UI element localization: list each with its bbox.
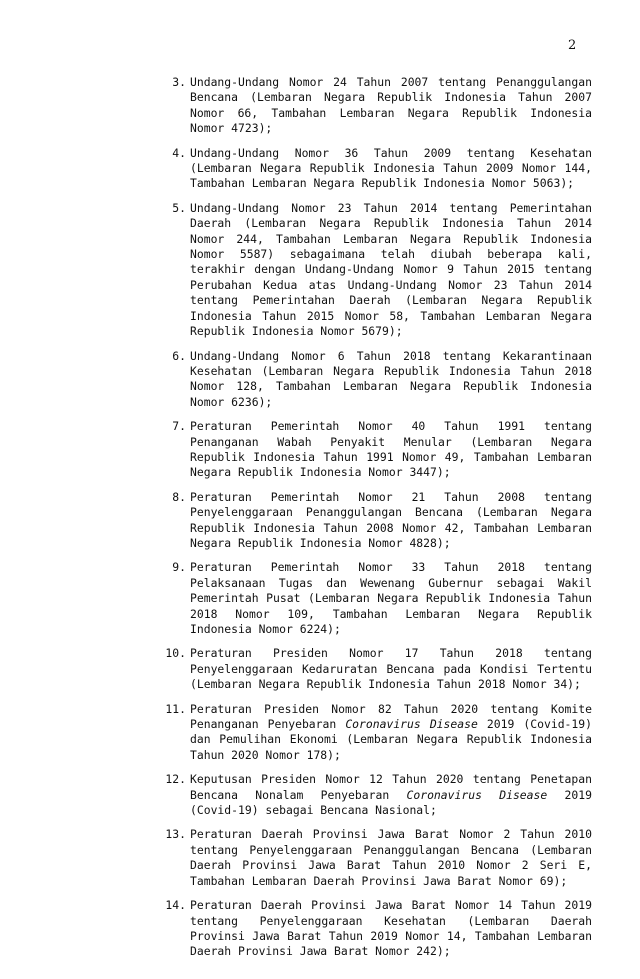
list-item — [162, 560, 592, 637]
item-text: Undang-Undang Nomor 23 Tahun 2014 tentang Pemerintahan Daerah (Lembaran Negara Republik Indonesia Tahun 2014 Nomor 244, Tambahan Lembaran Negara Republik Indonesia Nomor 5587) sebagaimana telah diubah beberapa kali, terakhir dengan Undang-Undang Nomor 9 Tahun 2015 tentang Perubahan Kedua atas Undang-Undang Nomor 23 Tahun 2014 tentang Pemerintahan Daerah (Lembaran Negara Republik Indonesia Tahun 2015 Nomor 58, Tambahan Lembaran Negara Republik Indonesia Nomor 5679); — [190, 200, 592, 339]
list-item — [162, 772, 592, 818]
item-text-pre: Keputusan Presiden Nomor 12 Tahun 2020 tentang Penetapan Bencana Nonalam Penyebaran — [190, 772, 592, 802]
item-number: 5. — [172, 200, 186, 215]
item-text: Undang-Undang Nomor 24 Tahun 2007 tentang Penanggulangan Bencana (Lembaran Negara Republik Indonesia Tahun 2007 Nomor 66, Tambahan Lembaran Negara Republik Indonesia Nomor 4723); — [190, 75, 592, 136]
list-item — [162, 827, 592, 889]
list-item — [162, 419, 592, 481]
item-number: 7. — [172, 419, 186, 434]
list-item — [162, 898, 592, 960]
item-text: Undang-Undang Nomor 6 Tahun 2018 tentang Kekarantinaan Kesehatan (Lembaran Negara Republik Indonesia Tahun 2018 Nomor 128, Tambahan Lembaran Negara Republik Indonesia Nomor 6236); — [190, 348, 592, 409]
list-item — [162, 146, 592, 192]
item-text: Peraturan Daerah Provinsi Jawa Barat Nomor 2 Tahun 2010 tentang Penyelenggaraan Penanggulangan Bencana (Lembaran Daerah Provinsi Jawa Barat Tahun 2010 Nomor 2 Seri E, Tambahan Lembaran Daerah Provinsi Jawa Barat Nomor 69); — [190, 827, 592, 888]
item-text-post: 2019 (Covid-19) sebagai Bencana Nasional; — [190, 787, 592, 818]
list-item — [162, 201, 592, 340]
item-number: 9. — [172, 560, 186, 575]
item-number: 6. — [172, 348, 186, 363]
item-text — [190, 772, 592, 818]
item-text: Peraturan Daerah Provinsi Jawa Barat Nomor 14 Tahun 2019 tentang Penyelenggaraan Kesehatan (Lembaran Daerah Provinsi Jawa Barat Tahun 2019 Nomor 14, Tambahan Lembaran Daerah Provinsi Jawa Barat Nomor 242); — [190, 898, 592, 959]
page-number: 2 — [568, 38, 577, 53]
item-text: Peraturan Pemerintah Nomor 21 Tahun 2008 tentang Penyelenggaraan Penanggulangan Bencana (Lembaran Negara Republik Indonesia Tahun 2008 Nomor 42, Tambahan Lembaran Negara Republik Indonesia Nomor 4828); — [190, 489, 592, 550]
item-number: 3. — [172, 75, 186, 89]
item-text: Undang-Undang Nomor 36 Tahun 2009 tentang Kesehatan (Lembaran Negara Republik Indonesia Tahun 2009 Nomor 144, Tambahan Lembaran Negara Republik Indonesia Nomor 5063); — [190, 145, 592, 191]
item-number: 4. — [172, 145, 186, 160]
item-number: 12. — [165, 772, 186, 787]
item-number: 8. — [172, 489, 186, 504]
item-number: 10. — [165, 646, 186, 661]
item-number: 11. — [165, 701, 186, 716]
item-text: Peraturan Pemerintah Nomor 40 Tahun 1991 tentang Penanganan Wabah Penyakit Menular (Lembaran Negara Republik Indonesia Tahun 1991 Nomor 49, Tambahan Lembaran Negara Republik Indonesia Nomor 3447); — [190, 419, 592, 480]
item-text-emphasis: Coronavirus Disease — [345, 717, 478, 732]
list-item — [162, 490, 592, 552]
item-text-emphasis: Coronavirus Disease — [406, 787, 548, 802]
item-text-pre: Peraturan Presiden Nomor 82 Tahun 2020 tentang Komite Penanganan Penyebaran — [190, 701, 592, 732]
list-item — [162, 349, 592, 411]
item-text — [190, 702, 592, 764]
legal-basis-list — [162, 75, 592, 969]
item-number: 13. — [165, 827, 186, 842]
item-text: Peraturan Pemerintah Nomor 33 Tahun 2018 tentang Pelaksanaan Tugas dan Wewenang Gubernur sebagai Wakil Pemerintah Pusat (Lembaran Negara Republik Indonesia Tahun 2018 Nomor 109, Tambahan Lembaran Negara Republik Indonesia Nomor 6224); — [190, 560, 592, 636]
item-text-post: 2019 (Covid-19) dan Pemulihan Ekonomi (Lembaran Negara Republik Indonesia Tahun 2020 Nomor 178); — [190, 717, 592, 762]
item-number: 14. — [165, 898, 186, 913]
list-item — [162, 646, 592, 692]
list-item — [162, 75, 592, 137]
list-item — [162, 702, 592, 764]
item-text: Peraturan Presiden Nomor 17 Tahun 2018 tentang Penyelenggaraan Kedaruratan Bencana pada Kondisi Tertentu (Lembaran Negara Republik Indonesia Tahun 2018 Nomor 34); — [190, 646, 592, 692]
